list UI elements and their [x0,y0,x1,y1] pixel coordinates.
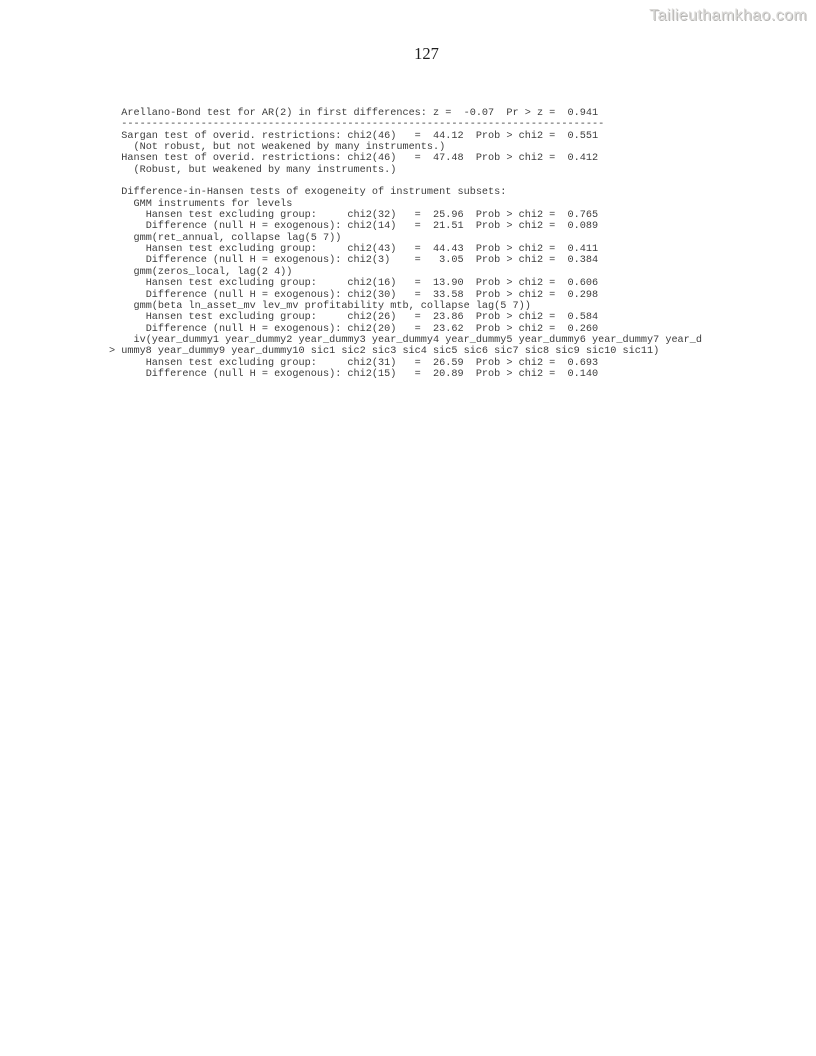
log-line: Difference (null H = exogenous): chi2(30) = 33.58 Prob > chi2 = 0.298 [121,289,599,301]
log-line: (Robust, but weakened by many instruments.) [121,164,397,176]
log-line: gmm(ret_annual, collapse lag(5 7)) [121,232,342,244]
log-line: Hansen test excluding group: chi2(26) = 23.86 Prob > chi2 = 0.584 [121,312,599,324]
watermark-text: Tailieuthamkhao.com [649,7,807,24]
log-line: > ummy8 year_dummy9 year_dummy10 sic1 sic2 sic3 sic4 sic5 sic6 sic7 sic8 sic9 sic10 sic11) [109,346,660,358]
log-line: (Not robust, but not weakened by many instruments.) [121,142,446,154]
log-line: Arellano-Bond test for AR(2) in first differences: z = -0.07 Pr > z = 0.941 [121,108,599,119]
page-number: 127 [414,44,439,63]
log-line: GMM instruments for levels [121,198,293,210]
log-line: Difference (null H = exogenous): chi2(3) = 3.05 Prob > chi2 = 0.384 [121,255,599,267]
log-line: Difference (null H = exogenous): chi2(20) = 23.62 Prob > chi2 = 0.260 [121,323,599,335]
log-line: Sargan test of overid. restrictions: chi2(46) = 44.12 Prob > chi2 = 0.551 [121,130,599,142]
log-line [109,176,702,187]
log-line: ------------------------------------------------------------------------------- [121,119,605,131]
log-line: Difference (null H = exogenous): chi2(14) = 21.51 Prob > chi2 = 0.089 [121,221,599,233]
log-line: Hansen test excluding group: chi2(32) = 25.96 Prob > chi2 = 0.765 [121,210,599,222]
log-line: Hansen test excluding group: chi2(31) = 26.59 Prob > chi2 = 0.693 [121,357,599,369]
log-line: iv(year_dummy1 year_dummy2 year_dummy3 year_dummy4 year_dummy5 year_dummy6 year_dummy7 year_d [121,334,703,346]
log-line: Difference-in-Hansen tests of exogeneity of instrument subsets: [121,187,507,199]
log-line: gmm(beta ln_asset_mv lev_mv profitability mtb, collapse lag(5 7)) [121,300,531,312]
log-line: Hansen test excluding group: chi2(43) = 44.43 Prob > chi2 = 0.411 [121,244,599,256]
log-line: Hansen test excluding group: chi2(16) = 13.90 Prob > chi2 = 0.606 [121,278,599,290]
log-line: Difference (null H = exogenous): chi2(15) = 20.89 Prob > chi2 = 0.140 [121,368,599,380]
log-line: Hansen test of overid. restrictions: chi2(46) = 47.48 Prob > chi2 = 0.412 [121,153,599,165]
log-line: gmm(zeros_local, lag(2 4)) [121,266,293,278]
stata-log-output [109,108,702,380]
